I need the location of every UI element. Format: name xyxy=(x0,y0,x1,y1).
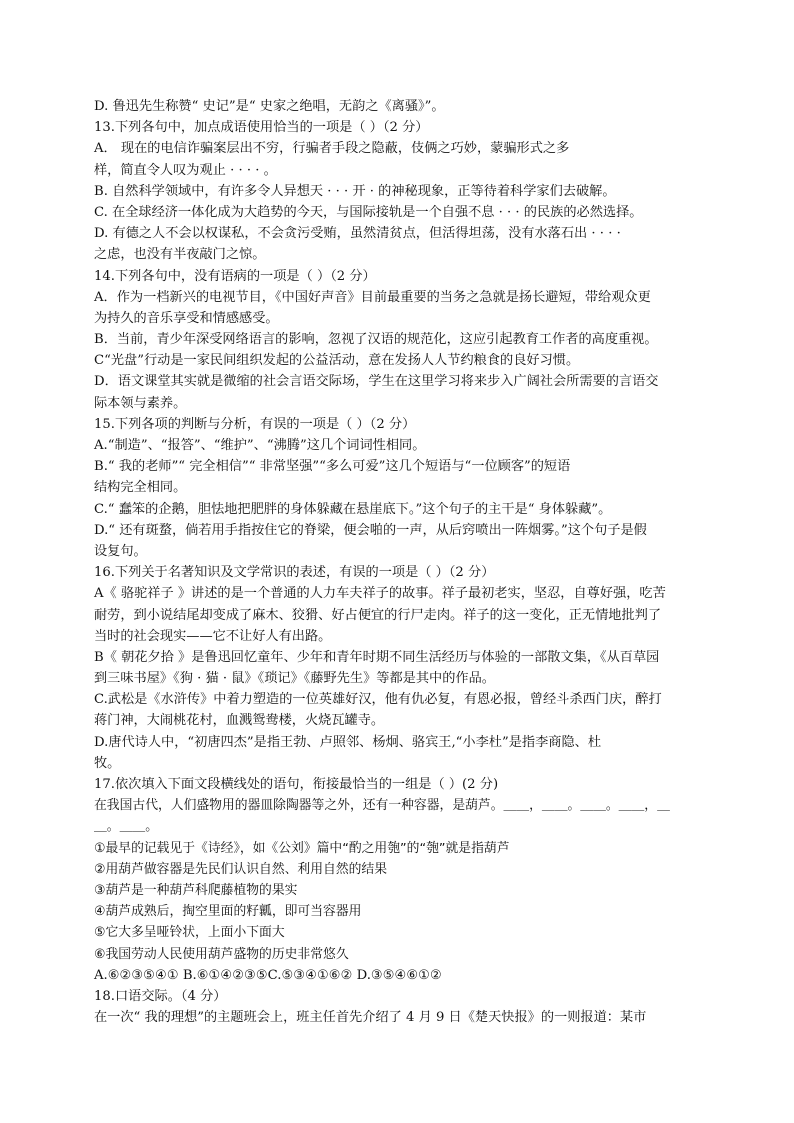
text-line: 16.下列关于名著知识及文学常识的表述，有误的一项是（ ）（2 分） xyxy=(94,565,495,581)
text-line: ①最早的记载见于《诗经》，如《公刘》篇中“酌之用匏”的“匏”就是指葫芦 xyxy=(94,840,510,856)
text-line: A.“制造”、“报答”、“维护”、“沸腾”这几个词词性相同。 xyxy=(94,438,426,453)
text-line: C.武松是《水浒传》中着力塑造的一位英雄好汉，他有仇必复，有恩必报，曾经斗杀西门庆，醉打 xyxy=(94,692,662,708)
text-line: 蒋门神，大闹桃花村，血溅鸳鸯楼，火烧瓦罐寺。 xyxy=(94,713,385,729)
text-line: D. 有德之人不会以权谋私，不会贪污受贿，虽然清贫点，但活得坦荡，没有水落石出 · · · · xyxy=(94,226,621,242)
text-line: 15.下列各项的判断与分析，有误的一项是（ ）（2 分） xyxy=(94,416,416,432)
text-line: 之虑，也没有半夜敲门之惊。 xyxy=(94,247,266,263)
text-line: ④葫芦成熟后，掏空里面的籽瓤，即可当容器用 xyxy=(94,904,362,920)
text-line: 样，简直令人叹为观止 · · · · 。 xyxy=(94,162,277,178)
text-line: C.“ 蠢笨的企鹅，胆怯地把肥胖的身体躲藏在悬崖底下。”这个句子的主干是“ 身体躲藏”。 xyxy=(94,501,612,517)
text-line: 到三味书屋》《狗 · 猫 · 鼠》《琐记》《藤野先生》等都是其中的作品。 xyxy=(94,671,495,687)
text-line: ③葫芦是一种葫芦科爬藤植物的果实 xyxy=(94,882,298,898)
text-line: 设复句。 xyxy=(94,543,147,559)
text-line: D. 鲁迅先生称赞“ 史记”是“ 史家之绝唱，无韵之《离骚》”。 xyxy=(94,99,445,114)
text-line: A．作为一档新兴的电视节目，《中国好声音》目前最重要的当务之急就是扬长避短，带给观众更 xyxy=(94,289,651,305)
text-line: B.“ 我的老师”“ 完全相信”“ 非常坚强”“多么可爱”这几个短语与“一位顾客”的短语 xyxy=(94,459,571,475)
document-body xyxy=(94,96,714,1028)
text-line: D.唐代诗人中，“初唐四杰”是指王勃、卢照邻、杨炯、骆宾王,“小李杜”是指李商隐、杜 xyxy=(94,734,602,750)
text-line: 耐劳，到小说结尾却变成了麻木、狡猾、好占便宜的行尸走肉。祥子的这一变化，正无情地批判了 xyxy=(94,607,662,623)
text-line: 13.下列各句中，加点成语使用恰当的一项是（ ）（2 分） xyxy=(94,120,429,136)
text-line: ⑥我国劳动人民使用葫芦盛物的历史非常悠久 xyxy=(94,946,349,962)
text-line: B《 朝花夕拾 》是鲁迅回忆童年、少年和青年时期不同生活经历与体验的一部散文集，《从百草园 xyxy=(94,649,660,665)
text-line: A.⑥②③⑤④① B.⑥①④②③⑤C.⑤③④①⑥② D.③⑤④⑥①② xyxy=(94,967,442,983)
text-line: ②用葫芦做容器是先民们认识自然、利用自然的结果 xyxy=(94,861,388,877)
text-line: ⑤它大多呈哑铃状，上面小下面大 xyxy=(94,925,285,941)
text-line: 当时的社会现实——它不让好人有出路。 xyxy=(94,628,332,644)
text-line: C. 在全球经济一体化成为大趋势的今天，与国际接轨是一个自强不息 · · · 的民族的必然选择。 xyxy=(94,204,643,220)
text-line: ＿。＿＿。 xyxy=(94,819,158,835)
text-line: 在一次“ 我的理想”的主题班会上，班主任首先介绍了 4 月 9 日《楚天快报》的一则报道：某市 xyxy=(94,1010,647,1026)
text-line: 为持久的音乐享受和情感感受。 xyxy=(94,310,279,326)
text-line: 结构完全相同。 xyxy=(94,480,187,496)
text-line: B．当前，青少年深受网络语言的影响，忽视了汉语的规范化，这应引起教育工作者的高度重视。 xyxy=(94,332,658,348)
text-line: 17.依次填入下面文段横线处的语句，衔接最恰当的一组是（ ）(2 分) xyxy=(94,777,499,792)
text-line: 在我国古代，人们盛物用的器皿除陶器等之外，还有一种容器，是葫芦。＿＿，＿＿。＿＿。＿＿，＿ xyxy=(94,798,670,814)
text-line: A． 现在的电信诈骗案层出不穷，行骗者手段之隐蔽，伎俩之巧妙，蒙骗形式之多 xyxy=(94,141,570,157)
text-line: D．语文课堂其实就是微缩的社会言语交际场，学生在这里学习将来步入广阔社会所需要的言语交 xyxy=(94,374,659,390)
text-line: B. 自然科学领域中，有许多令人异想天 · · · 开 · 的神秘现象，正等待着科学家们去破解。 xyxy=(94,183,616,199)
text-line: 际本领与素养。 xyxy=(94,395,187,411)
text-line: 14.下列各句中，没有语病的一项是（ ）（2 分） xyxy=(94,268,376,284)
text-line: C“光盘”行动是一家民间组织发起的公益活动，意在发扬人人节约粮食的良好习惯。 xyxy=(94,353,580,369)
text-line: D.“ 还有斑蝥，倘若用手指按住它的脊梁，便会啪的一声，从后窍喷出一阵烟雾。”这个句子是假 xyxy=(94,522,647,538)
text-line: 18.口语交际。（4 分） xyxy=(94,988,227,1004)
text-line: 牧。 xyxy=(94,755,121,771)
text-line: A《 骆驼祥子 》讲述的是一个普通的人力车夫祥子的故事。祥子最初老实，坚忍，自尊好强，吃苦 xyxy=(94,586,666,602)
